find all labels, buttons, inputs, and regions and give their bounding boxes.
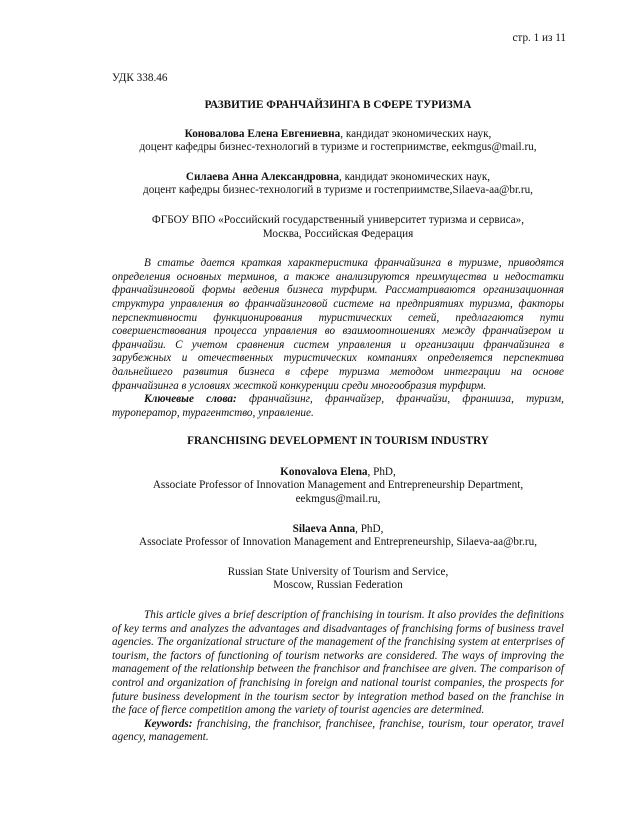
ru-author-2 — [112, 171, 564, 198]
ru-location: Москва, Российская Федерация — [262, 227, 414, 240]
en-author-1-degree: , PhD, — [367, 465, 396, 478]
en-keywords-list: franchising, the franchisor, franchisee, franchise, tourism, tour operator, travel agency, management. — [112, 717, 564, 744]
en-location: Moscow, Russian Federation — [273, 579, 403, 592]
en-author-2 — [112, 523, 564, 550]
ru-author-1-degree: , кандидат экономических наук, — [340, 127, 492, 140]
en-keywords-label: Keywords: — [144, 717, 193, 730]
en-author-2-name: Silaeva Anna — [292, 522, 356, 535]
en-abstract: This article gives a brief description of franchising in tourism. It also provides the definitions of key terms and analyzes the advantages and disadvantages of franchising forms of business travel agencies. The organizational structure of the management of the franchising system at enterprises of tourism, the factors of functioning of tourism networks are considered. The ways of improving the management of the relationship between the franchisor and franchisee are given. The comparison of control and organization of franchising in foreign and national tourist companies, the prospects for future business development in the tourism sector by integration method based on the franchise in the face of fierce competition among the variety of tourist agencies are determined. — [112, 609, 564, 717]
ru-affiliation — [112, 214, 564, 241]
en-author-2-position: Associate Professor of Innovation Management and Entrepreneurship, Silaeva-aa@br.ru, — [138, 536, 537, 549]
en-title: FRANCHISING DEVELOPMENT IN TOURISM INDUSTRY — [187, 435, 489, 448]
ru-abstract: В статье дается краткая характеристика франчайзинга в туризме, приводятся определения основных терминов, а также анализируются преимущества и недостатки франчайзинговой формы ведения бизнеса турфирм. Рассматриваются организационная структура управления во франчайзинговой системе на предприятиях туризма, факторы перспективности функционирования туристических сетей, предлагаются пути совершенствования процесса управления во взаимоотношениях между франчайзером и франчайзи. С учетом сравнения систем управления и организации франчайзинга в зарубежных и отечественных туристических компаниях определяется перспектива дальнейшего развития бизнеса в сфере туризма методом интеграции на основе франчайзинга в условиях жесткой конкуренции среди многообразия турфирм. — [112, 257, 564, 392]
en-author-1-name: Konovalova Elena — [280, 465, 368, 478]
ru-author-1-name: Коновалова Елена Евгениевна — [184, 127, 341, 140]
ru-author-1 — [112, 128, 564, 155]
ru-keywords-label: Ключевые слова: — [144, 393, 237, 406]
en-author-2-degree: , PhD, — [355, 522, 384, 535]
en-author-1-email: eekmgus@mail.ru, — [295, 493, 381, 506]
en-affiliation — [112, 566, 564, 593]
ru-author-2-degree: , кандидат экономических наук, — [338, 170, 491, 183]
ru-keywords-list: франчайзинг, франчайзер, франчайзи, франшиза, туризм, туроператор, турагентство, управление. — [112, 393, 564, 419]
ru-keywords — [112, 393, 564, 420]
udc-code: УДК 338.46 — [112, 72, 168, 84]
page-number: стр. 1 из 11 — [512, 32, 566, 44]
ru-author-2-position: доцент кафедры бизнес-технологий в туризме и гостеприимстве,Silaeva-aa@br.ru, — [143, 184, 533, 197]
en-keywords — [112, 718, 564, 745]
article-content — [112, 99, 564, 760]
ru-author-1-position: доцент кафедры бизнес-технологий в туризме и гостеприимстве, eekmgus@mail.ru, — [139, 141, 537, 154]
en-organization: Russian State University of Tourism and Service, — [227, 565, 449, 578]
ru-title: РАЗВИТИЕ ФРАНЧАЙЗИНГА В СФЕРЕ ТУРИЗМА — [204, 99, 472, 111]
ru-author-2-name: Силаева Анна Александровна — [185, 170, 339, 183]
en-author-1 — [112, 466, 564, 507]
en-author-1-position: Associate Professor of Innovation Management and Entrepreneurship Department, — [152, 479, 524, 492]
ru-organization: ФГБОУ ВПО «Российский государственный университет туризма и сервиса», — [151, 213, 525, 226]
